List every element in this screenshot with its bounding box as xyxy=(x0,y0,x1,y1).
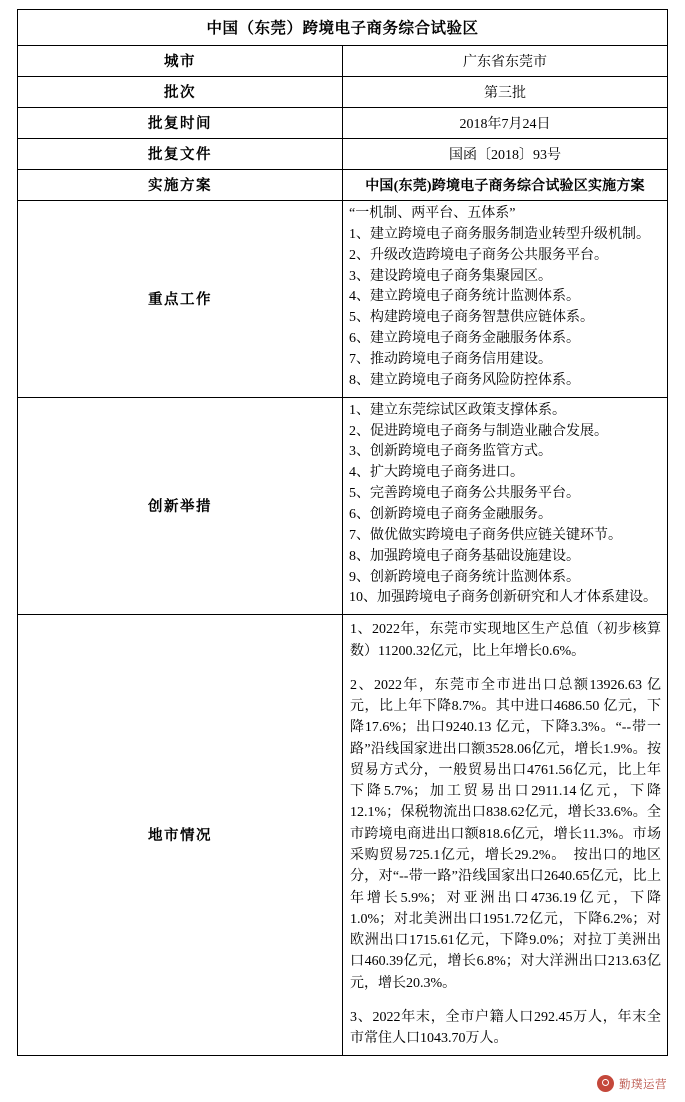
table-row-city xyxy=(18,46,668,77)
watermark-label: 勤璞运营 xyxy=(619,1078,667,1091)
list-item: 5、完善跨境电子商务公共服务平台。 xyxy=(349,486,580,502)
row-label-city-situation: 地市情况 xyxy=(18,615,343,1056)
row-label-implementation-plan: 实施方案 xyxy=(18,170,343,201)
list-item: 4、建立跨境电子商务统计监测体系。 xyxy=(349,289,580,305)
list-item: 2、促进跨境电子商务与制造业融合发展。 xyxy=(349,423,608,439)
page-title: 中国（东莞）跨境电子商务综合试验区 xyxy=(18,10,668,46)
row-value-city: 广东省东莞市 xyxy=(343,46,668,77)
list-item: 3、创新跨境电子商务监管方式。 xyxy=(349,444,552,460)
table-row-approval-document xyxy=(18,139,668,170)
row-value-key-work xyxy=(343,201,668,398)
paragraph: 2、2022年，东莞市全市进出口总额13926.63 亿元，比上年下降8.7%。其中进口4686.50 亿元，下降17.6%；出口9240.13 亿元，下降3.3%。“--带一路”沿线国家进出口额3528.06亿元，增长1.9%。按贸易方式分，一般贸易出口4761.56亿元，比上年下降5.7%；加工贸易出口2911.14亿元，下降12.1%；保税物流出口838.62亿元，增长33.6%。全市跨境电商进出口额818.6亿元，增长11.3%。市场采购贸易725.1亿元，增长29.2%。 按出口的地区分，对“--带一路”沿线国家出口2640.65亿元，比上年增长5.9%；对亚洲出口4736.19亿元，下降1.0%；对北美洲出口1951.72亿元，下降6.2%；对欧洲出口1715.61亿元，下降9.0%；对拉丁美洲出口460.39亿元，增长6.8%；对大洋洲出口213.63亿元，增长20.3%。 xyxy=(350,677,661,991)
list-item: 7、推动跨境电子商务信用建设。 xyxy=(349,352,552,368)
row-value-implementation-plan: 中国(东莞)跨境电子商务综合试验区实施方案 xyxy=(343,170,668,201)
row-label-approval-document: 批复文件 xyxy=(18,139,343,170)
table-row-approval-date xyxy=(18,108,668,139)
list-item: 5、构建跨境电子商务智慧供应链体系。 xyxy=(349,310,594,326)
row-label-batch: 批次 xyxy=(18,77,343,108)
list-item: “一机制、两平台、五体系” xyxy=(349,206,516,221)
list-item: 2、升级改造跨境电子商务公共服务平台。 xyxy=(349,247,608,263)
paragraph: 1、2022年，东莞市实现地区生产总值（初步核算数）11200.32亿元，比上年增长0.6%。 xyxy=(350,622,661,659)
row-value-approval-date: 2018年7月24日 xyxy=(343,108,668,139)
circle-logo-icon xyxy=(597,1075,614,1092)
list-item: 8、加强跨境电子商务基础设施建设。 xyxy=(349,548,580,564)
list-item: 7、做优做实跨境电子商务供应链关键环节。 xyxy=(349,527,622,543)
paragraph: 3、2022年末，全市户籍人口292.45万人，年末全市常住人口1043.70万人。 xyxy=(350,1009,661,1047)
table-row-title xyxy=(18,10,668,46)
row-label-innovation: 创新举措 xyxy=(18,397,343,615)
document-page xyxy=(0,9,685,1102)
row-label-city: 城市 xyxy=(18,46,343,77)
list-item: 3、建设跨境电子商务集聚园区。 xyxy=(349,268,552,284)
table-row-city-situation xyxy=(18,615,668,1056)
row-value-innovation xyxy=(343,397,668,615)
list-item: 4、扩大跨境电子商务进口。 xyxy=(349,465,524,481)
watermark xyxy=(597,1075,667,1092)
row-label-key-work: 重点工作 xyxy=(18,201,343,398)
row-value-city-situation xyxy=(343,615,668,1056)
row-value-approval-document: 国函〔2018〕93号 xyxy=(343,139,668,170)
list-item: 6、创新跨境电子商务金融服务。 xyxy=(349,507,552,523)
info-table xyxy=(17,9,668,1056)
table-row-innovation xyxy=(18,397,668,615)
list-item: 10、加强跨境电子商务创新研究和人才体系建设。 xyxy=(349,590,657,606)
table-row-batch xyxy=(18,77,668,108)
list-item: 6、建立跨境电子商务金融服务体系。 xyxy=(349,331,580,347)
list-item: 1、建立东莞综试区政策支撑体系。 xyxy=(349,402,566,418)
row-value-batch: 第三批 xyxy=(343,77,668,108)
table-row-key-work xyxy=(18,201,668,398)
row-label-approval-date: 批复时间 xyxy=(18,108,343,139)
list-item: 8、建立跨境电子商务风险防控体系。 xyxy=(349,372,580,388)
list-item: 9、创新跨境电子商务统计监测体系。 xyxy=(349,569,580,585)
list-item: 1、建立跨境电子商务服务制造业转型升级机制。 xyxy=(349,226,650,242)
table-row-implementation-plan xyxy=(18,170,668,201)
